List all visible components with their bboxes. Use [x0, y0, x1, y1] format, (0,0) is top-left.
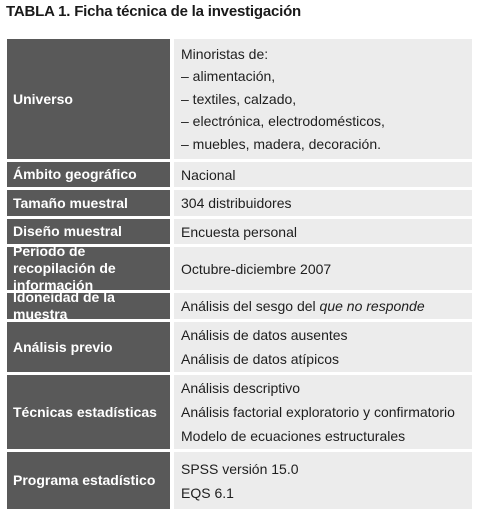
- table-row: [7, 452, 472, 509]
- row-label: Tamaño muestral: [7, 190, 170, 216]
- table-row: [7, 39, 472, 159]
- row-label: Universo: [7, 39, 170, 159]
- table-row: [7, 289, 472, 322]
- row-value: Octubre-diciembre 2007: [174, 247, 472, 290]
- table-row: [7, 219, 472, 244]
- row-value: Nacional: [174, 162, 472, 187]
- row-label: Período de recopilación de información: [7, 247, 170, 290]
- row-value: SPSS versión 15.0 EQS 6.1: [174, 452, 472, 509]
- data-table: [7, 39, 472, 509]
- row-label: Diseño muestral: [7, 219, 170, 244]
- row-value: Minoristas de: – alimentación, – textiles, calzado, – electrónica, electrodomésticos, – muebles, madera, decoración.: [174, 39, 472, 159]
- table-row: [7, 322, 472, 372]
- row-value: Encuesta personal: [174, 219, 472, 244]
- table-row: [7, 243, 472, 293]
- table-row: [7, 162, 472, 187]
- row-value: 304 distribuidores: [174, 190, 472, 216]
- table-row: [7, 375, 472, 449]
- row-label: Análisis previo: [7, 322, 170, 372]
- row-value: Análisis de datos ausentes Análisis de datos atípicos: [174, 322, 472, 372]
- table-row: [7, 190, 472, 216]
- table-title: TABLA 1. Ficha técnica de la investigación: [6, 3, 302, 20]
- row-label: Ámbito geográfico: [7, 162, 170, 187]
- row-label: Programa estadístico: [7, 452, 170, 509]
- row-value: Análisis descriptivo Análisis factorial exploratorio y confirmatorio Modelo de ecuaciones estructurales: [174, 375, 472, 449]
- row-label: Idoneidad de la muestra: [7, 293, 170, 319]
- row-label: Técnicas estadísticas: [7, 375, 170, 449]
- row-value: Análisis del sesgo del que no responde: [174, 293, 472, 319]
